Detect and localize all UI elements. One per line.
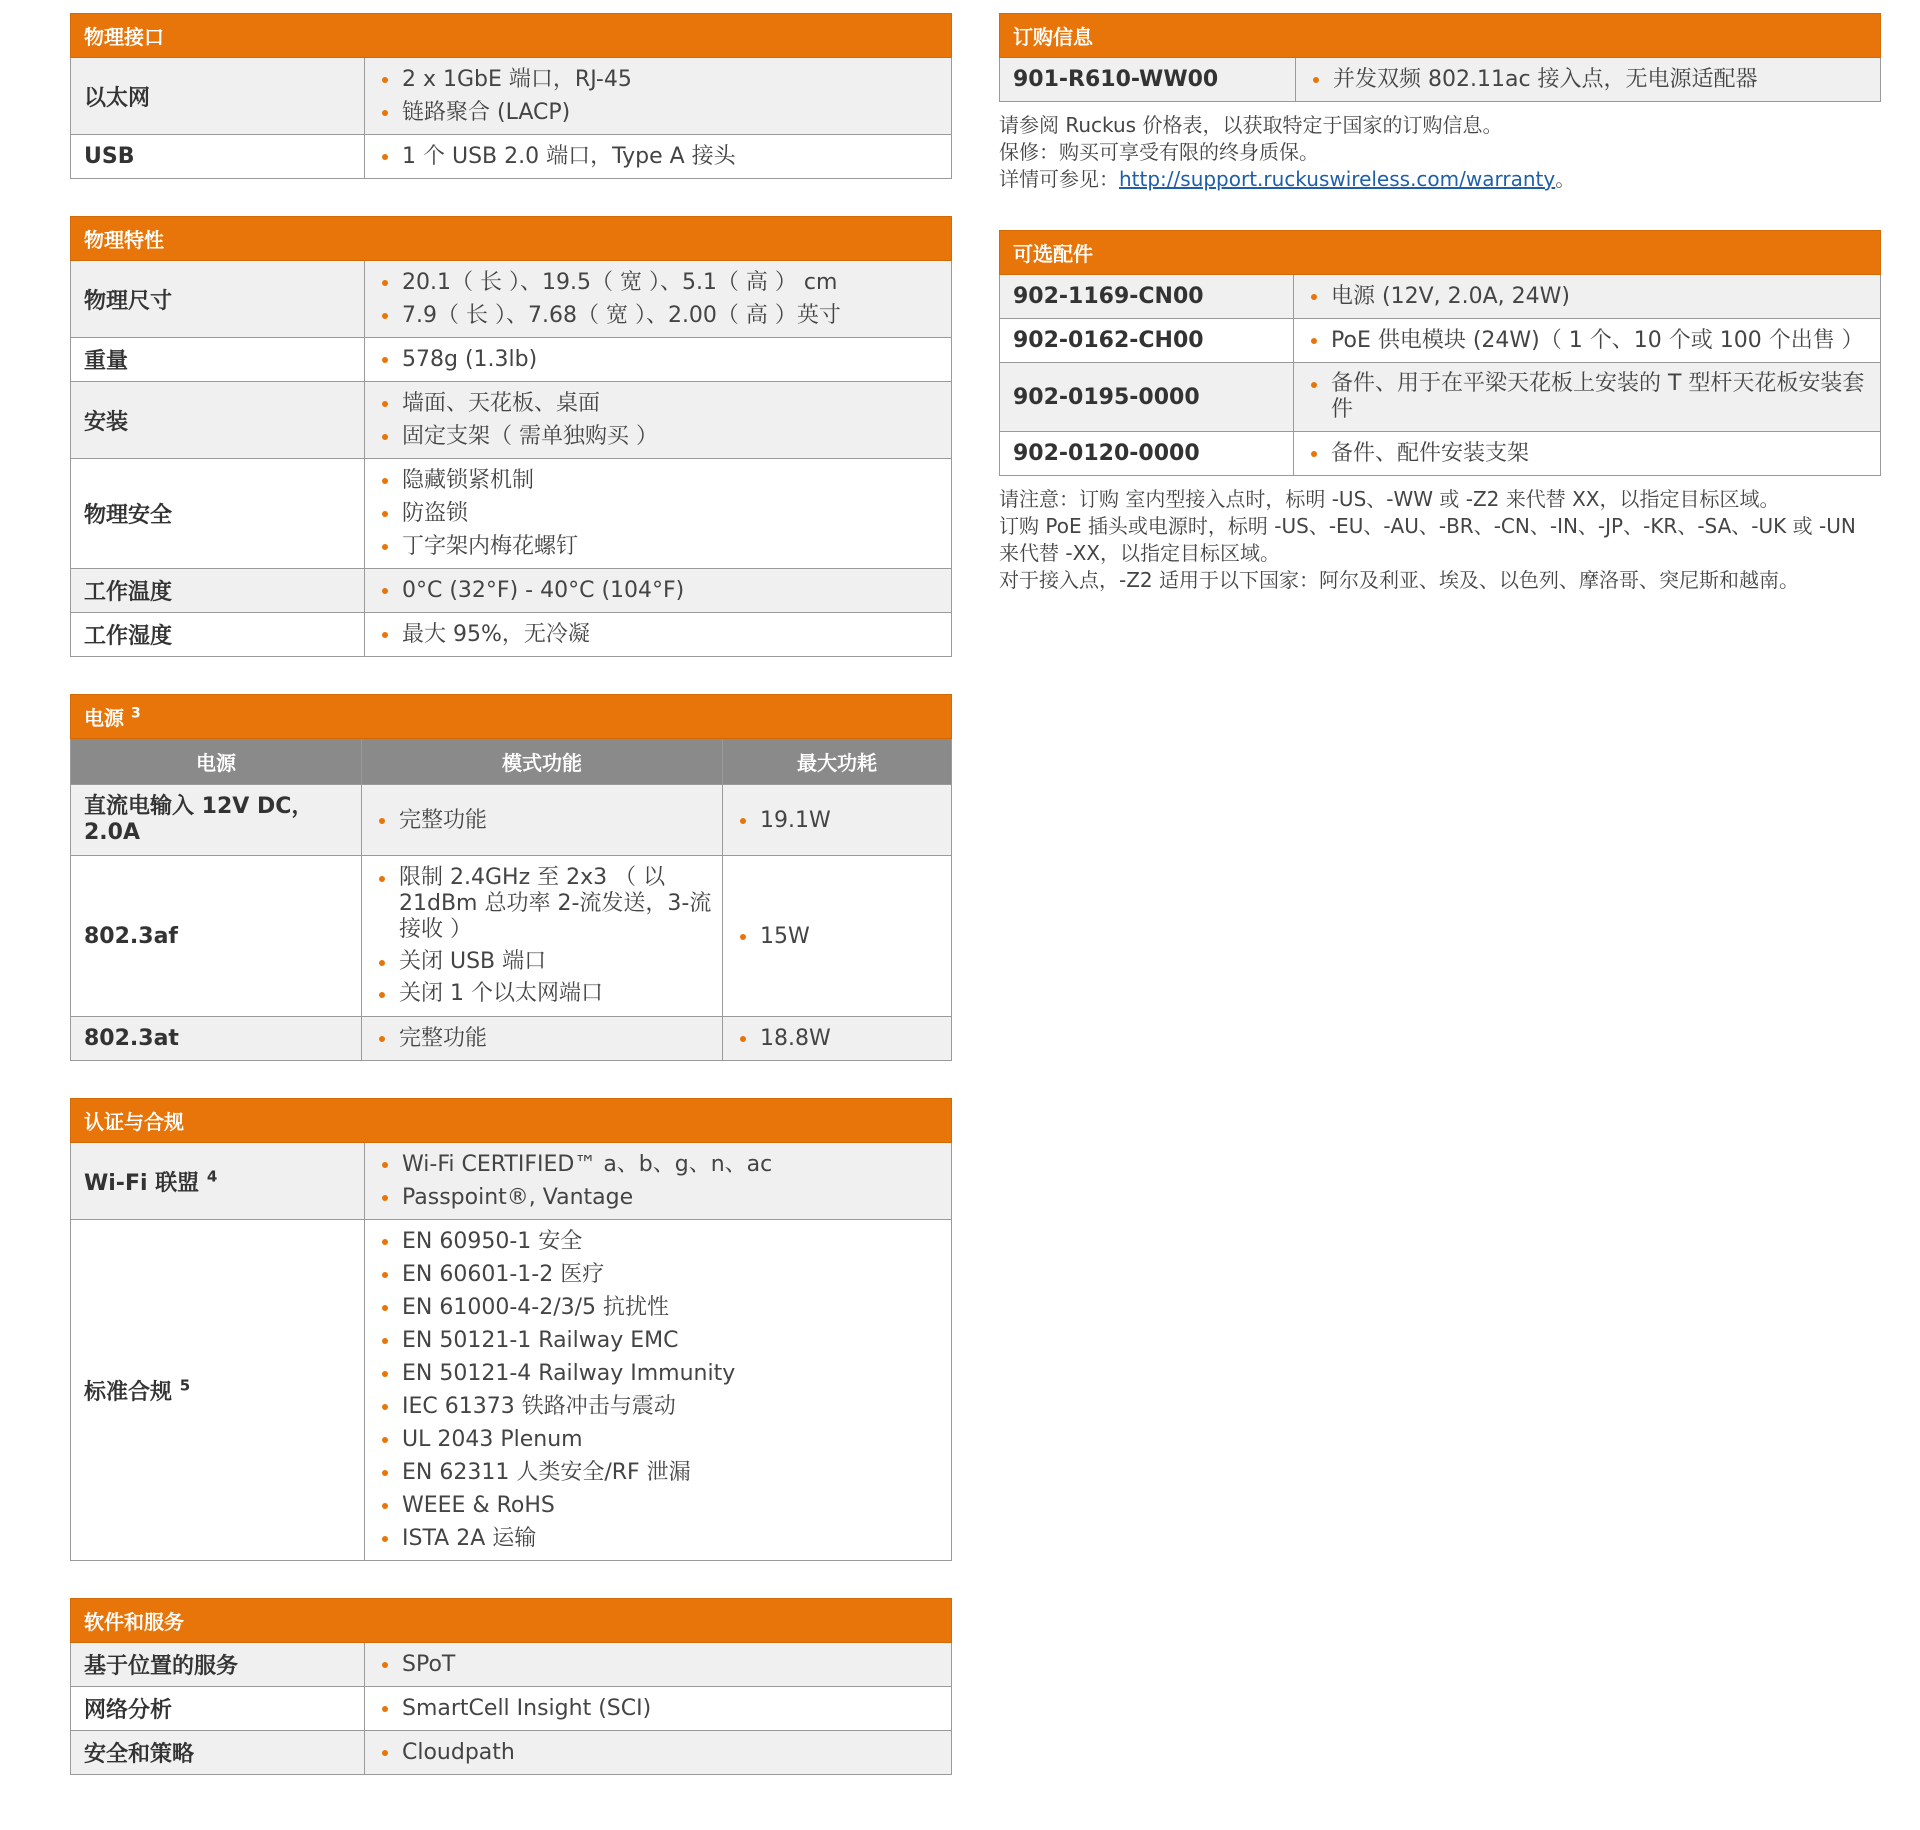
note-line: 请参阅 Ruckus 价格表，以获取特定于国家的订购信息。: [999, 113, 1503, 137]
row-label: 物理安全: [71, 459, 365, 569]
list-item: PoE 供电模块 (24W)（ 1 个、10 个或 100 个出售 ）: [1306, 324, 1870, 357]
list-item: EN 50121-1 Railway EMC: [377, 1324, 941, 1357]
list-item: SmartCell Insight (SCI): [377, 1692, 941, 1725]
physical-characteristics-table: [70, 216, 952, 657]
list-item: IEC 61373 铁路冲击与震动: [377, 1390, 941, 1423]
row-label: 工作湿度: [71, 613, 365, 657]
table-row: [71, 1220, 952, 1561]
column-header-row: [71, 739, 952, 785]
row-label: 802.3at: [71, 1017, 362, 1061]
list-item: Cloudpath: [377, 1736, 941, 1769]
row-label: 物理尺寸: [71, 261, 365, 338]
list-item: 15W: [735, 920, 941, 953]
list-item: 1 个 USB 2.0 端口，Type A 接头: [377, 140, 941, 173]
row-label: 802.3af: [71, 856, 362, 1017]
list-item: EN 62311 人类安全/RF 泄漏: [377, 1456, 941, 1489]
accessories-note: [999, 486, 1881, 594]
list-item: 完整功能: [374, 804, 712, 837]
row-label: 工作温度: [71, 569, 365, 613]
section-header: 订购信息: [1000, 14, 1881, 58]
table-row: [71, 135, 952, 179]
list-item: SPoT: [377, 1648, 941, 1681]
table-row: [1000, 275, 1881, 319]
table-row: [71, 1143, 952, 1220]
section-header: 电源 $^3$: [71, 695, 952, 739]
table-row: [71, 459, 952, 569]
list-item: 备件、配件安装支架: [1306, 437, 1870, 470]
note-line: 详情可参见：http://support.ruckuswireless.com/warranty。: [999, 167, 1576, 191]
list-item: 丁字架内梅花螺钉: [377, 530, 941, 563]
table-row: [71, 1731, 952, 1775]
list-item: 备件、用于在平梁天花板上安装的 T 型杆天花板安装套件: [1306, 371, 1870, 423]
note-line: 订购 PoE 插头或电源时，标明 -US、-EU、-AU、-BR、-CN、-IN、-JP、-KR、-SA、-UK 或 -UN 来代替 -XX，以指定目标区域。: [999, 514, 1856, 565]
list-item: 关闭 USB 端口: [374, 949, 712, 975]
table-row: [1000, 363, 1881, 432]
note-line: 对于接入点，-Z2 适用于以下国家：阿尔及利亚、埃及、以色列、摩洛哥、突尼斯和越南。: [999, 568, 1799, 592]
part-number: 902-1169-CN00: [1000, 275, 1294, 319]
list-item: Passpoint®, Vantage: [377, 1181, 941, 1214]
list-item: 限制 2.4GHz 至 2x3 （ 以 21dBm 总功率 2-流发送，3-流接收 ）: [374, 865, 712, 943]
column-header: 最大功耗: [723, 739, 952, 785]
table-row: [1000, 58, 1881, 102]
list-item: EN 60601-1-2 医疗: [377, 1258, 941, 1291]
list-item: UL 2043 Plenum: [377, 1423, 941, 1456]
table-row: [71, 58, 952, 135]
table-row: [71, 1687, 952, 1731]
list-item: 7.9（ 长 ）、7.68（ 宽 ）、2.00（ 高 ）英寸: [377, 299, 941, 332]
row-label: 网络分析: [71, 1687, 365, 1731]
row-label: 安装: [71, 382, 365, 459]
list-item: EN 60950-1 安全: [377, 1225, 941, 1258]
section-header: 物理接口: [71, 14, 952, 58]
row-label: 基于位置的服务: [71, 1643, 365, 1687]
table-row: [71, 1017, 952, 1061]
list-item: EN 50121-4 Railway Immunity: [377, 1357, 941, 1390]
section-header: 可选配件: [1000, 231, 1881, 275]
table-row: [1000, 432, 1881, 476]
list-item: 固定支架（ 需单独购买 ）: [377, 420, 941, 453]
column-header: 模式功能: [362, 739, 723, 785]
list-item: Wi-Fi CERTIFIED™ a、b、g、n、ac: [377, 1148, 941, 1181]
list-item: 0°C (32°F) - 40°C (104°F): [377, 574, 941, 607]
list-item: 18.8W: [735, 1022, 941, 1055]
part-number: 901-R610-WW00: [1000, 58, 1296, 102]
list-item: 电源 (12V, 2.0A, 24W): [1306, 280, 1870, 313]
table-row: [71, 613, 952, 657]
ordering-info-table: [999, 13, 1881, 102]
list-item: WEEE & RoHS: [377, 1489, 941, 1522]
list-item: 链路聚合 (LACP): [377, 96, 941, 129]
right-column: [999, 13, 1881, 594]
footnote-mark: 4: [206, 1167, 218, 1186]
table-row: [71, 1643, 952, 1687]
row-label: 直流电输入 12V DC，2.0A: [71, 785, 362, 856]
section-header: 物理特性: [71, 217, 952, 261]
row-label: 重量: [71, 338, 365, 382]
software-services-table: [70, 1598, 952, 1775]
list-item: EN 61000-4-2/3/5 抗扰性: [377, 1291, 941, 1324]
table-row: [71, 856, 952, 1017]
part-number: 902-0120-0000: [1000, 432, 1294, 476]
table-row: [71, 261, 952, 338]
section-header: 软件和服务: [71, 1599, 952, 1643]
list-item: 防盗锁: [377, 497, 941, 530]
table-row: [71, 382, 952, 459]
row-label: 标准合规 $^5$: [71, 1220, 365, 1561]
warranty-link[interactable]: http://support.ruckuswireless.com/warranty: [1119, 167, 1556, 191]
list-item: ISTA 2A 运输: [377, 1522, 941, 1555]
footnote-mark: 3: [130, 705, 141, 722]
ordering-note: [999, 112, 1881, 193]
list-item: 完整功能: [374, 1022, 712, 1055]
left-column: [70, 13, 952, 1775]
note-line: 请注意：订购 室内型接入点时，标明 -US、-WW 或 -Z2 来代替 XX，以指定目标区域。: [999, 487, 1780, 511]
table-row: [1000, 319, 1881, 363]
list-item: 578g (1.3lb): [377, 343, 941, 376]
note-line: 保修：购买可享受有限的终身质保。: [999, 140, 1319, 164]
certifications-table: [70, 1098, 952, 1561]
row-label: USB: [71, 135, 365, 179]
table-row: [71, 569, 952, 613]
part-number: 902-0195-0000: [1000, 363, 1294, 432]
row-label: 安全和策略: [71, 1731, 365, 1775]
list-item: 19.1W: [735, 804, 941, 837]
part-number: 902-0162-CH00: [1000, 319, 1294, 363]
footnote-mark: 5: [179, 1376, 191, 1395]
list-item: 隐藏锁紧机制: [377, 464, 941, 497]
row-label: 以太网: [71, 58, 365, 135]
row-label: Wi-Fi 联盟 $^4$: [71, 1143, 365, 1220]
table-row: [71, 338, 952, 382]
accessories-table: [999, 230, 1881, 476]
section-header: 认证与合规: [71, 1099, 952, 1143]
list-item: 2 x 1GbE 端口，RJ-45: [377, 63, 941, 96]
physical-interfaces-table: [70, 13, 952, 179]
list-item: 墙面、天花板、桌面: [377, 387, 941, 420]
list-item: 并发双频 802.11ac 接入点，无电源适配器: [1308, 63, 1870, 96]
list-item: 关闭 1 个以太网端口: [374, 981, 712, 1007]
power-table: [70, 694, 952, 1061]
list-item: 20.1（ 长 ）、19.5（ 宽 ）、5.1（ 高 ） cm: [377, 266, 941, 299]
column-header: 电源: [71, 739, 362, 785]
list-item: 最大 95%，无冷凝: [377, 618, 941, 651]
table-row: [71, 785, 952, 856]
